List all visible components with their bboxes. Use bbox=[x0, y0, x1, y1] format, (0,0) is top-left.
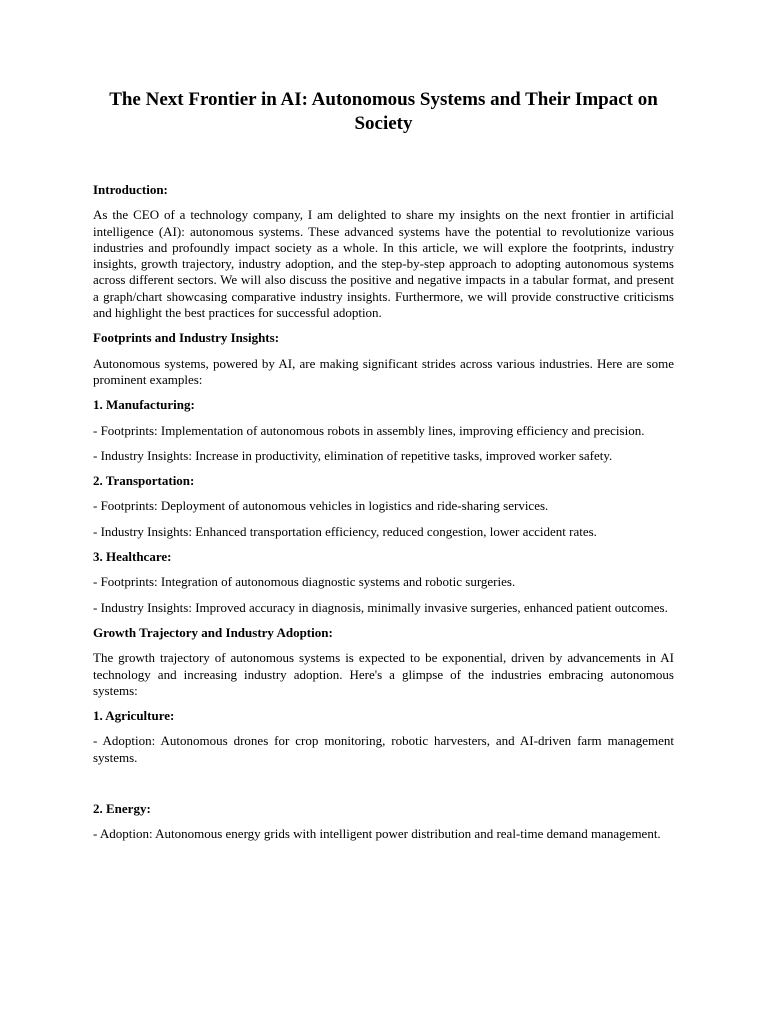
section-heading-footprints: Footprints and Industry Insights: bbox=[93, 330, 280, 346]
section-heading-growth: Growth Trajectory and Industry Adoption: bbox=[93, 624, 333, 640]
agriculture-adoption: - Adoption: Autonomous drones for crop monitoring, robotic harvesters, and AI-driven farm management systems. bbox=[93, 733, 674, 765]
transportation-insights: - Industry Insights: Enhanced transportation efficiency, reduced congestion, lower accident rates. bbox=[93, 523, 597, 539]
document-body bbox=[93, 182, 674, 843]
paragraph-spacer bbox=[93, 775, 674, 801]
healthcare-insights: - Industry Insights: Improved accuracy in diagnosis, minimally invasive surgeries, enhanced patient outcomes. bbox=[93, 599, 668, 615]
healthcare-footprints: - Footprints: Integration of autonomous diagnostic systems and robotic surgeries. bbox=[93, 574, 516, 590]
subheading-agriculture: 1. Agriculture: bbox=[93, 708, 175, 724]
subheading-manufacturing: 1. Manufacturing: bbox=[93, 397, 195, 413]
subheading-energy: 2. Energy: bbox=[93, 801, 151, 817]
manufacturing-insights: - Industry Insights: Increase in productivity, elimination of repetitive tasks, improved worker safety. bbox=[93, 447, 613, 463]
growth-paragraph: The growth trajectory of autonomous systems is expected to be exponential, driven by advancements in AI technology and increasing industry adoption. Here's a glimpse of the industries embracing autonomous systems: bbox=[93, 650, 674, 698]
document-title: The Next Frontier in AI: Autonomous Systems and Their Impact on Society bbox=[109, 89, 658, 134]
transportation-footprints: - Footprints: Deployment of autonomous vehicles in logistics and ride-sharing services. bbox=[93, 498, 549, 514]
subheading-transportation: 2. Transportation: bbox=[93, 473, 195, 489]
footprints-intro-paragraph: Autonomous systems, powered by AI, are making significant strides across various industries. Here are some prominent examples: bbox=[93, 355, 674, 387]
section-heading-introduction: Introduction: bbox=[93, 182, 168, 197]
intro-paragraph: As the CEO of a technology company, I am delighted to share my insights on the next frontier in artificial intelligence (AI): autonomous systems. These advanced systems have the potential to revolutionize various industries and profoundly impact society as a whole. In this article, we will explore the footprints, industry insights, growth trajectory, industry adoption, and the step-by-step approach to adopting autonomous systems across different sectors. We will also discuss the positive and negative impacts in a tabular format, and present a graph/chart showcasing comparative industry insights. Furthermore, we will provide constructive criticisms and highlight the best practices for successful adoption. bbox=[93, 207, 674, 321]
energy-adoption: - Adoption: Autonomous energy grids with intelligent power distribution and real-time demand management. bbox=[93, 826, 661, 842]
manufacturing-footprints: - Footprints: Implementation of autonomous robots in assembly lines, improving efficiency and precision. bbox=[93, 422, 645, 438]
subheading-healthcare: 3. Healthcare: bbox=[93, 549, 172, 565]
